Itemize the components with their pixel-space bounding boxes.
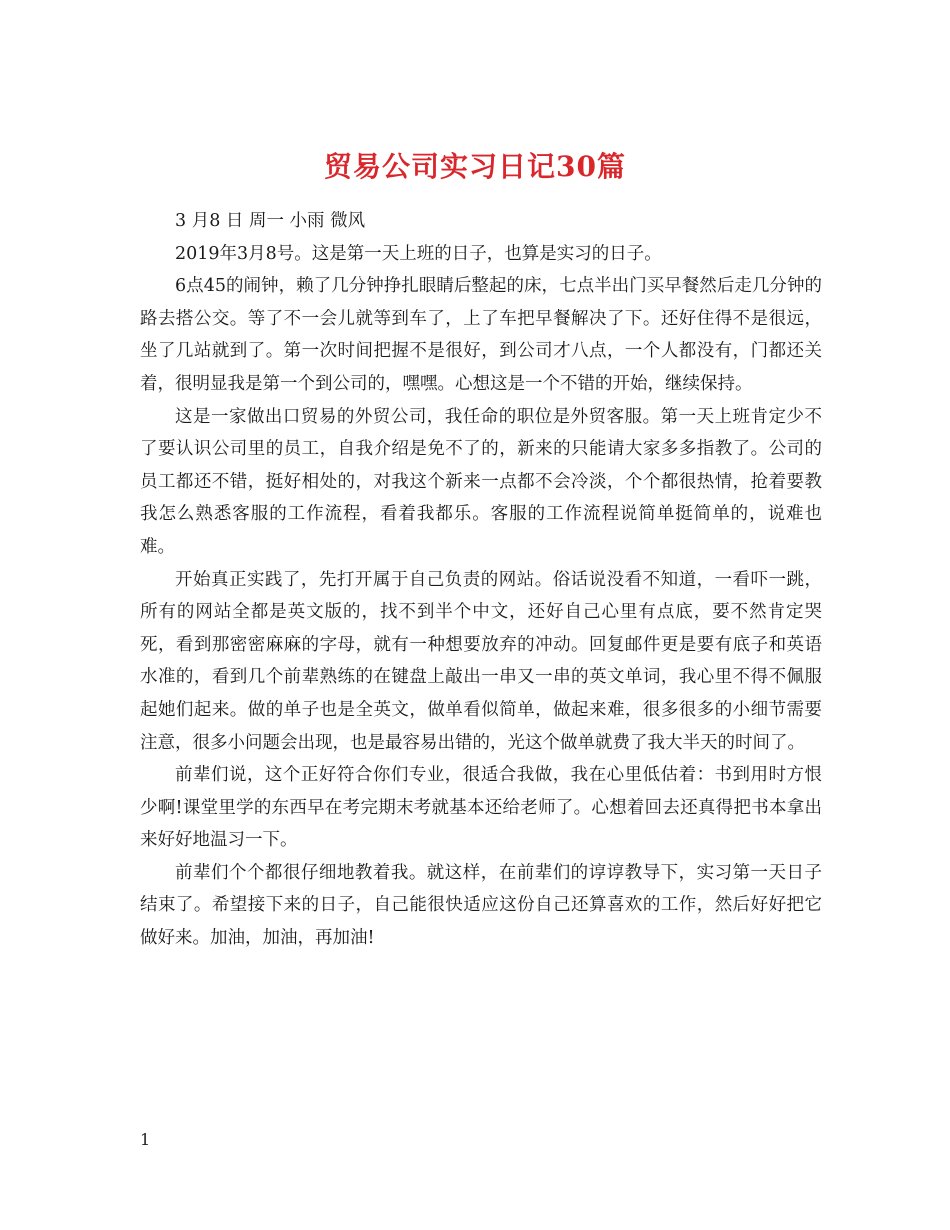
paragraph-conclusion: 前辈们个个都很仔细地教着我。就这样，在前辈们的谆谆教导下，实习第一天日子结束了。希望接下来的日子，自己能很快适应这份自己还算喜欢的工作，然后好好把它做好来。加油，加油，再加油! [140,862,822,949]
paragraph-morning: 6点45的闹钟，赖了几分钟挣扎眼睛后整起的床，七点半出门买早餐然后走几分钟的路去搭公交。等了不一会儿就等到车了，上了车把早餐解决了下。还好住得不是很远，坐了几站就到了。第一次时间把握不是很好，到公司才八点，一个人都没有，门都还关着，很明显我是第一个到公司的，嘿嘿。心想这是一个不错的开始，继续保持。 [140,276,822,394]
paragraph-practice: 开始真正实践了，先打开属于自己负责的网站。俗话说没看不知道，一看吓一跳，所有的网站全都是英文版的，找不到半个中文，还好自己心里有点底，要不然肯定哭死，看到那密密麻麻的字母，就有一种想要放弃的冲动。回复邮件更是要有底子和英语水准的，看到几个前辈熟练的在键盘上敲出一串又一串的英文单词，我心里不得不佩服起她们起来。做的单子也是全英文，做单看似简单，做起来难，很多很多的小细节需要注意，很多小问题会出现，也是最容易出错的，光这个做单就费了我大半天的时间了。 [140,569,822,753]
paragraph-company: 这是一家做出口贸易的外贸公司，我任命的职位是外贸客服。第一天上班肯定少不了要认识公司里的员工，自我介绍是免不了的，新来的只能请大家多多指教了。公司的员工都还不错，挺好相处的，对我这个新来一点都不会冷淡，个个都很热情，抢着要教我怎么熟悉客服的工作流程，看着我都乐。客服的工作流程说简单挺简单的，说难也难。 [140,406,822,557]
document-body [140,205,822,955]
paragraph-intro: 2019年3月8号。这是第一天上班的日子，也算是实习的日子。 [175,243,662,264]
paragraph-seniors: 前辈们说，这个正好符合你们专业，很适合我做，我在心里低估着：书到用时方恨少啊!课堂里学的东西早在考完期末考就基本还给老师了。心想着回去还真得把书本拿出来好好地温习一下。 [140,765,822,851]
page-number: 1 [140,1130,151,1149]
paragraph-date-weather: 3 月8 日 周一 小雨 微风 [175,211,366,231]
document-title: 贸易公司实习日记30篇 [324,149,626,183]
